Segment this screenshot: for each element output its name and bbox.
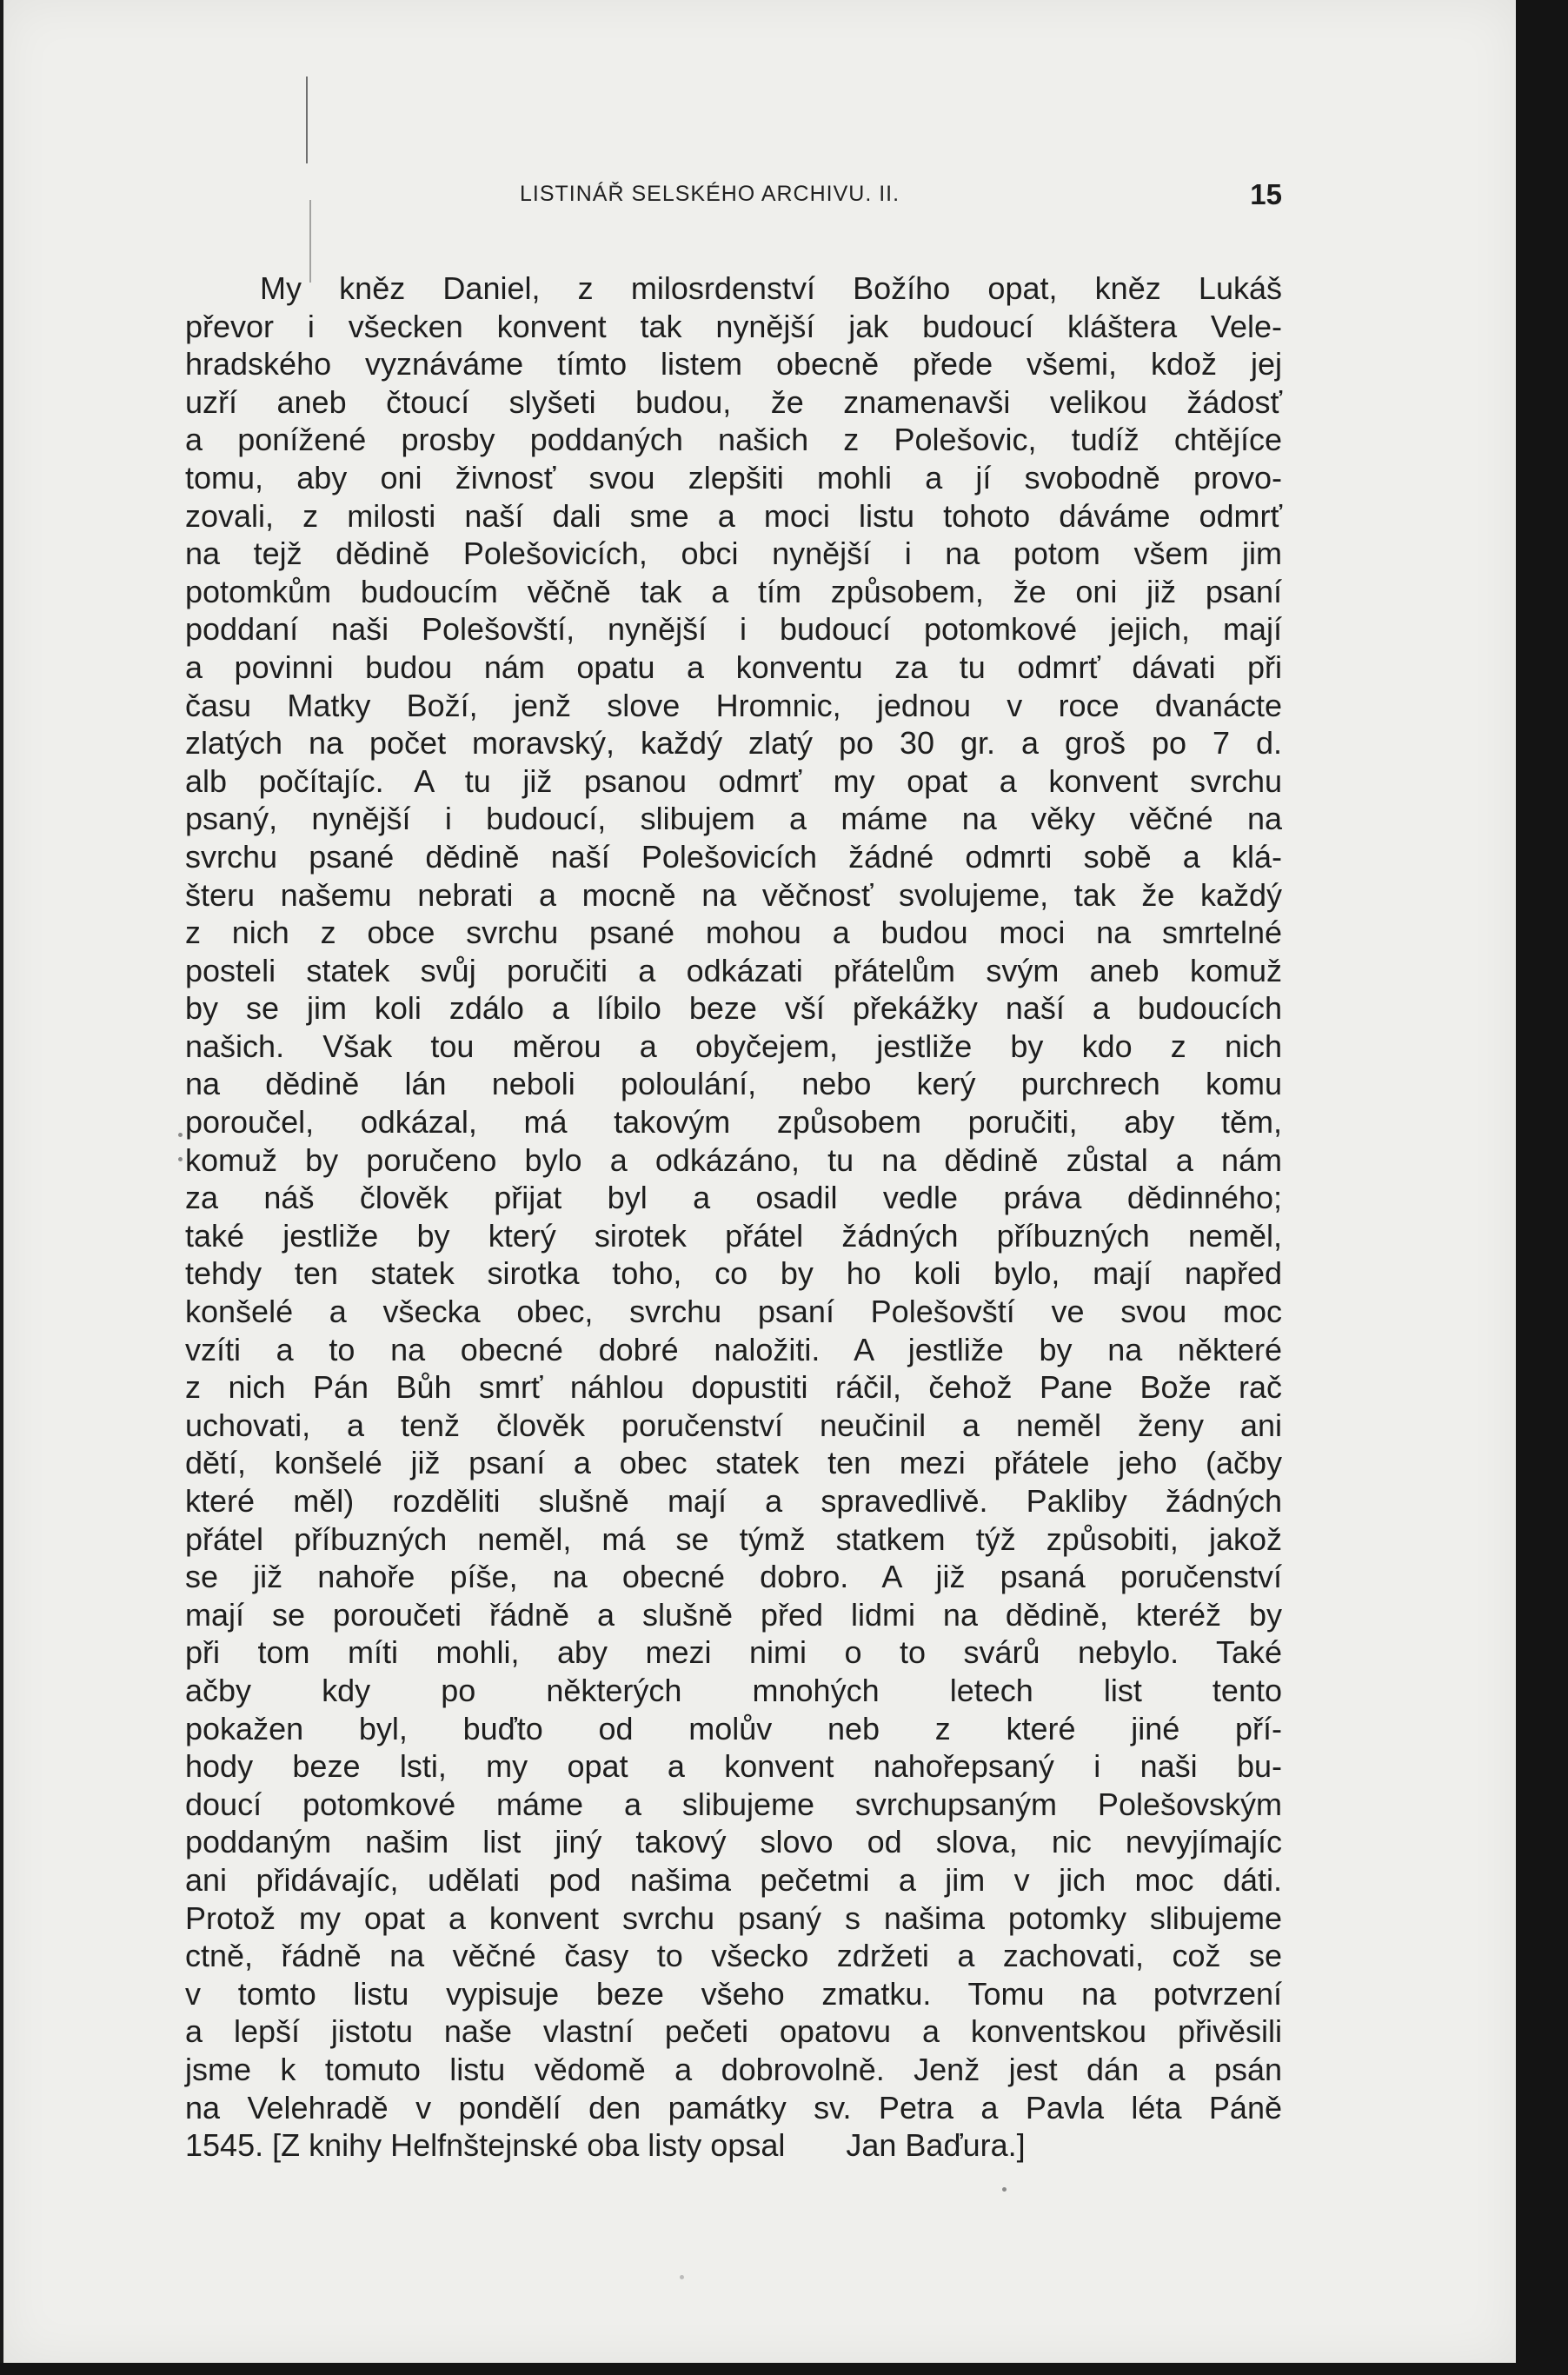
closing-line: [185, 2126, 1282, 2165]
text-line: a ponížené prosby poddaných našich z Polešovic, tudíž chtějíce: [185, 422, 1282, 458]
margin-mark: [306, 77, 308, 163]
text-line: uchovati, a tenž člověk poručenství neučinil a neměl ženy ani: [185, 1407, 1282, 1443]
text-line: ačby kdy po některých mnohých letech list tento: [185, 1672, 1282, 1708]
text-line: na tejž dědině Polešovicích, obci nynější i na potom všem jim: [185, 536, 1282, 572]
text-line: tehdy ten statek sirotka toho, co by ho koli bylo, mají napřed: [185, 1255, 1282, 1292]
closing-text: 1545. [Z knihy Helfnštejnské oba listy opsal: [185, 2127, 786, 2164]
text-line: také jestliže by který sirotek přátel žádných příbuzných neměl,: [185, 1217, 1282, 1254]
text-line: ctně, řádně na věčné časy to všecko zdržeti a zachovati, což se: [185, 1938, 1282, 1974]
text-line: My kněz Daniel, z milosrdenství Božího opat, kněz Lukáš: [260, 270, 1282, 306]
scan-border-bottom: [0, 2363, 1568, 2375]
signature: Jan Baďura.]: [846, 2127, 1026, 2164]
text-line: poddaní naši Polešovští, nynější i budoucí potomkové jejich, mají: [185, 611, 1282, 648]
document-body: [185, 269, 1282, 2165]
text-line: alb počítajíc. A tu již psanou odmrť my opat a konvent svrchu: [185, 762, 1282, 799]
text-line: ani přidávajíc, udělati pod našima pečetmi a jim v jich moc dáti.: [185, 1861, 1282, 1898]
text-line: Protož my opat a konvent svrchu psaný s našima potomky slibujeme: [185, 1899, 1282, 1936]
text-line: času Matky Boží, jenž slove Hromnic, jednou v roce dvanácte: [185, 687, 1282, 723]
text-line: pokažen byl, buďto od molův neb z které jiné pří-: [185, 1710, 1282, 1746]
text-line: za náš člověk přijat byl a osadil vedle práva dědinného;: [185, 1180, 1282, 1216]
page-speck: [1002, 2187, 1007, 2192]
text-line: zlatých na počet moravský, každý zlatý po 30 gr. a groš po 7 d.: [185, 725, 1282, 762]
text-line: posteli statek svůj poručiti a odkázati přátelům svým aneb komuž: [185, 952, 1282, 988]
page-header: [185, 178, 1282, 230]
text-line: hody beze lsti, my opat a konvent nahořepsaný i naši bu-: [185, 1748, 1282, 1785]
text-line: přátel příbuzných neměl, má se týmž statkem týž způsobiti, jakož: [185, 1520, 1282, 1557]
text-line: které měl) rozděliti slušně mají a spravedlivě. Pakliby žádných: [185, 1483, 1282, 1519]
text-line: na Velehradě v pondělí den památky sv. Petra a Pavla léta Páně: [185, 2089, 1282, 2126]
text-line: doucí potomkové máme a slibujeme svrchupsaným Polešovským: [185, 1786, 1282, 1822]
text-line: psaný, nynější i budoucí, slibujem a máme na věky věčné na: [185, 801, 1282, 837]
page-number: 15: [1250, 178, 1282, 210]
text-line: a povinni budou nám opatu a konventu za tu odmrť dávati při: [185, 649, 1282, 685]
text-line: dětí, konšelé již psaní a obec statek ten mezi přátele jeho (ačby: [185, 1445, 1282, 1481]
text-line: na dědině lán neboli poloulání, nebo kerý purchrech komu: [185, 1066, 1282, 1102]
text-line: vzíti a to na obecné dobré naložiti. A jestliže by na některé: [185, 1331, 1282, 1367]
text-line: při tom míti mohli, aby mezi nimi o to svárů nebylo. Také: [185, 1634, 1282, 1671]
text-line: potomkům budoucím věčně tak a tím způsobem, že oni již psaní: [185, 573, 1282, 609]
text-line: převor i všecken konvent tak nynější jak budoucí kláštera Vele-: [185, 308, 1282, 344]
running-title: LISTINÁŘ SELSKÉHO ARCHIVU. II.: [520, 182, 900, 206]
text-line: komuž by poručeno bylo a odkázáno, tu na dědině zůstal a nám: [185, 1141, 1282, 1178]
scan-border-right: [1516, 0, 1568, 2375]
text-line: by se jim koli zdálo a líbilo beze vší překážky naší a budoucích: [185, 990, 1282, 1027]
text-line: zovali, z milosti naší dali sme a moci listu tohoto dáváme odmrť: [185, 497, 1282, 534]
text-line: našich. Však tou měrou a obyčejem, jestliže by kdo z nich: [185, 1028, 1282, 1064]
text-line: konšelé a všecka obec, svrchu psaní Polešovští ve svou moc: [185, 1294, 1282, 1330]
text-line: tomu, aby oni živnosť svou zlepšiti mohli a jí svobodně provo-: [185, 459, 1282, 496]
text-line: poroučel, odkázal, má takovým způsobem poručiti, aby těm,: [185, 1104, 1282, 1141]
text-line: se již nahoře píše, na obecné dobro. A již psaná poručenství: [185, 1559, 1282, 1595]
text-line: z nich z obce svrchu psané mohou a budou moci na smrtelné: [185, 915, 1282, 951]
text-line: uzří aneb čtoucí slyšeti budou, že znamenavši velikou žádosť: [185, 383, 1282, 420]
page-speck: [680, 2275, 684, 2279]
text-line: jsme k tomuto listu vědomě a dobrovolně. Jenž jest dán a psán: [185, 2051, 1282, 2087]
text-line: v tomto listu vypisuje beze všeho zmatku. Tomu na potvrzení: [185, 1975, 1282, 2012]
text-line: a lepší jistotu naše vlastní pečeti opatovu a konventskou přivěsili: [185, 2013, 1282, 2050]
text-line: šteru našemu nebrati a mocně na věčnosť svolujeme, tak že každý: [185, 876, 1282, 913]
text-line: hradského vyznáváme tímto listem obecně přede všemi, kdož jej: [185, 346, 1282, 383]
page-speck: [178, 1157, 183, 1161]
text-line: svrchu psané dědině naší Polešovicích žádné odmrti sobě a klá-: [185, 838, 1282, 875]
text-line: mají se poroučeti řádně a slušně před lidmi na dědině, kteréž by: [185, 1596, 1282, 1633]
text-line: z nich Pán Bůh smrť náhlou dopustiti ráčil, čehož Pane Bože rač: [185, 1369, 1282, 1406]
page-speck: [178, 1133, 183, 1137]
text-line: poddaným našim list jiný takový slovo od slova, nic nevyjímajíc: [185, 1824, 1282, 1860]
